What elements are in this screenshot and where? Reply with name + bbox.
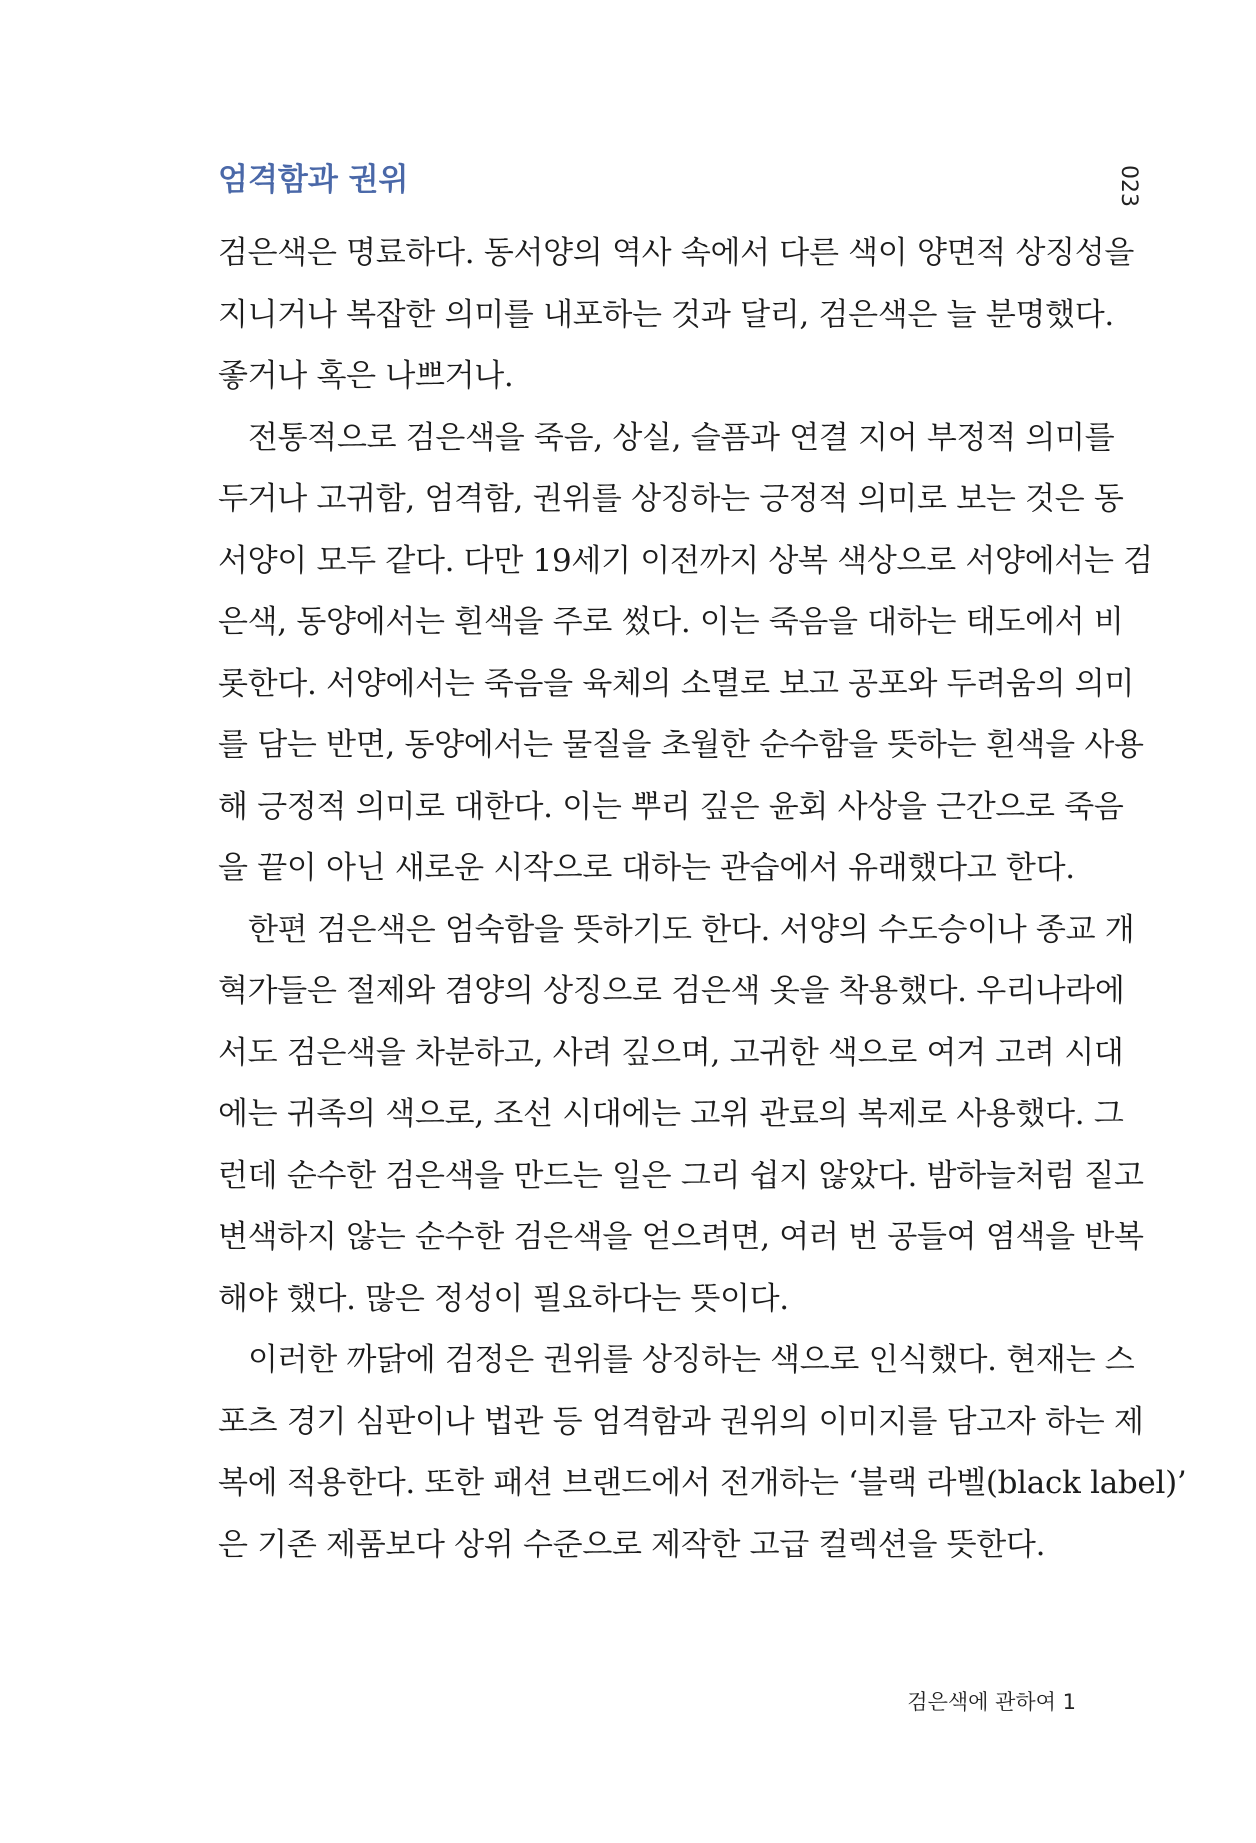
section-title: 엄격함과 권위 bbox=[218, 162, 409, 198]
text-line: 좋거나 혹은 나쁘거나. bbox=[218, 358, 514, 394]
text-line: 에는 귀족의 색으로, 조선 시대에는 고위 관료의 복제로 사용했다. 그 bbox=[218, 1096, 1124, 1132]
text-line: 해 긍정적 의미로 대한다. 이는 뿌리 깊은 윤회 사상을 근간으로 죽음 bbox=[218, 788, 1124, 825]
text-line: 롯한다. 서양에서는 죽음을 육체의 소멸로 보고 공포와 두려움의 의미 bbox=[218, 665, 1135, 702]
text-line: 검은색은 명료하다. 동서양의 역사 속에서 다른 색이 양면적 상징성을 bbox=[218, 235, 1135, 271]
text-line: 은 기존 제품보다 상위 수준으로 제작한 고급 컬렉션을 뜻한다. bbox=[218, 1526, 1046, 1563]
text-line: 포츠 경기 심판이나 법관 등 엄격함과 권위의 이미지를 담고자 하는 제 bbox=[218, 1403, 1144, 1440]
text-line: 해야 했다. 많은 정성이 필요하다는 뜻이다. bbox=[218, 1280, 789, 1317]
text-line: 를 담는 반면, 동양에서는 물질을 초월한 순수함을 뜻하는 흰색을 사용 bbox=[218, 727, 1144, 763]
text-line: 을 끝이 아닌 새로운 시작으로 대하는 관습에서 유래했다고 한다. bbox=[218, 850, 1075, 886]
body-text bbox=[218, 223, 1187, 1576]
text-line: 서양이 모두 같다. 다만 19세기 이전까지 상복 색상으로 서양에서는 검 bbox=[218, 542, 1153, 579]
text-line: 서도 검은색을 차분하고, 사려 깊으며, 고귀한 색으로 여겨 고려 시대 bbox=[218, 1034, 1124, 1071]
page-number: 023 bbox=[1116, 165, 1141, 207]
text-line: 지니거나 복잡한 의미를 내포하는 것과 달리, 검은색은 늘 분명했다. bbox=[218, 296, 1114, 333]
text-line: 혁가들은 절제와 겸양의 상징으로 검은색 옷을 착용했다. 우리나라에 bbox=[218, 973, 1125, 1009]
running-footer: 검은색에 관하여 1 bbox=[907, 1690, 1076, 1714]
text-line: 한편 검은색은 엄숙함을 뜻하기도 한다. 서양의 수도승이나 종교 개 bbox=[248, 911, 1135, 948]
text-line: 두거나 고귀함, 엄격함, 권위를 상징하는 긍정적 의미로 보는 것은 동 bbox=[218, 481, 1124, 517]
text-line: 런데 순수한 검은색을 만드는 일은 그리 쉽지 않았다. 밤하늘처럼 짙고 bbox=[218, 1157, 1144, 1194]
text-line: 복에 적용한다. 또한 패션 브랜드에서 전개하는 ‘블랙 라벨(black label)’ bbox=[218, 1465, 1187, 1501]
text-line: 전통적으로 검은색을 죽음, 상실, 슬픔과 연결 지어 부정적 의미를 bbox=[248, 419, 1115, 456]
text-line: 이러한 까닭에 검정은 권위를 상징하는 색으로 인식했다. 현재는 스 bbox=[248, 1342, 1135, 1378]
text-line: 은색, 동양에서는 흰색을 주로 썼다. 이는 죽음을 대하는 태도에서 비 bbox=[218, 604, 1124, 640]
text-line: 변색하지 않는 순수한 검은색을 얻으려면, 여러 번 공들여 염색을 반복 bbox=[218, 1219, 1144, 1255]
